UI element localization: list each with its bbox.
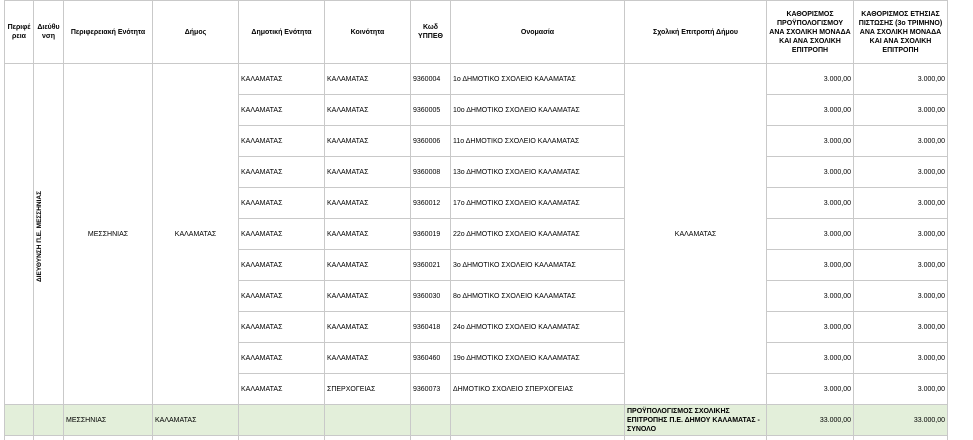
credit-cell: 3.000,00: [854, 374, 948, 405]
koinotita-cell: ΚΑΛΑΜΑΤΑΣ: [325, 281, 411, 312]
total-budget-cell: 33.000,00: [767, 405, 854, 436]
header-dieuthynsi: Διεύθυ νση: [34, 1, 64, 64]
credit-cell: 3.000,00: [854, 188, 948, 219]
total-empty-cell: [239, 405, 325, 436]
koinotita-cell: ΚΑΛΑΜΑΤΑΣ: [325, 312, 411, 343]
budget-cell: 3.000,00: [767, 64, 854, 95]
credit-cell: 3.000,00: [854, 281, 948, 312]
total-dimos-cell: ΚΑΛΑΜΑΤΑΣ: [153, 405, 239, 436]
credit-cell: 3.000,00: [854, 343, 948, 374]
dimotiki-enotita-cell: ΚΑΛΑΜΑΤΑΣ: [239, 188, 325, 219]
dimotiki-enotita-cell: ΚΑΛΑΜΑΤΑΣ: [239, 250, 325, 281]
koinotita-cell: ΚΑΛΑΜΑΤΑΣ: [325, 343, 411, 374]
school-name-cell: 22ο ΔΗΜΟΤΙΚΟ ΣΧΟΛΕΙΟ ΚΑΛΑΜΑΤΑΣ: [451, 219, 625, 250]
total-row: [5, 405, 948, 436]
school-name-cell: 8ο ΔΗΜΟΤΙΚΟ ΣΧΟΛΕΙΟ ΚΑΛΑΜΑΤΑΣ: [451, 281, 625, 312]
budget-cell: 3.000,00: [767, 343, 854, 374]
school-name-cell: 11ο ΔΗΜΟΤΙΚΟ ΣΧΟΛΕΙΟ ΚΑΛΑΜΑΤΑΣ: [451, 126, 625, 157]
budget-cell: 3.000,00: [767, 250, 854, 281]
code-cell: 9360004: [411, 64, 451, 95]
header-perifereia: Περιφέ ρεια: [5, 1, 34, 64]
next-row-partial: [5, 436, 948, 440]
budget-cell: 3.000,00: [767, 188, 854, 219]
koinotita-cell: ΚΑΛΑΜΑΤΑΣ: [325, 250, 411, 281]
header-sxoliki-epitropi: Σχολική Επιτροπή Δήμου: [625, 1, 767, 64]
credit-cell: 3.000,00: [854, 95, 948, 126]
school-name-cell: ΔΗΜΟΤΙΚΟ ΣΧΟΛΕΙΟ ΣΠΕΡΧΟΓΕΙΑΣ: [451, 374, 625, 405]
koinotita-cell: ΚΑΛΑΜΑΤΑΣ: [325, 219, 411, 250]
dimotiki-enotita-cell: ΚΑΛΑΜΑΤΑΣ: [239, 157, 325, 188]
koinotita-cell: ΚΑΛΑΜΑΤΑΣ: [325, 126, 411, 157]
table-body: [5, 64, 948, 440]
table-row: [5, 64, 948, 95]
code-cell: 9360418: [411, 312, 451, 343]
credit-cell: 3.000,00: [854, 219, 948, 250]
code-cell: 9360021: [411, 250, 451, 281]
total-label-cell: ΠΡΟΫΠΟΛΟΓΙΣΜΟΣ ΣΧΟΛΙΚΗΣ ΕΠΙΤΡΟΠΗΣ Π.Ε. ΔΗΜΟΥ ΚΑΛΑΜΑΤΑΣ - ΣΥΝΟΛΟ: [625, 405, 767, 436]
dimos-cell: ΚΑΛΑΜΑΤΑΣ: [153, 64, 239, 405]
code-cell: 9360005: [411, 95, 451, 126]
dimotiki-enotita-cell: ΚΑΛΑΜΑΤΑΣ: [239, 219, 325, 250]
budget-table: [4, 0, 948, 440]
credit-cell: 3.000,00: [854, 126, 948, 157]
header-pistosi: ΚΑΘΟΡΙΣΜΟΣ ΕΤΗΣΙΑΣ ΠΙΣΤΩΣΗΣ (3ο ΤΡΙΜΗΝΟ) ΑΝΑ ΣΧΟΛΙΚΗ ΜΟΝΑΔΑ ΚΑΙ ΑΝΑ ΣΧΟΛΙΚΗ ΕΠΙΤΡΟΠΗ: [854, 1, 948, 64]
credit-cell: 3.000,00: [854, 157, 948, 188]
budget-cell: 3.000,00: [767, 219, 854, 250]
koinotita-cell: ΚΑΛΑΜΑΤΑΣ: [325, 64, 411, 95]
header-onomasia: Ονομασία: [451, 1, 625, 64]
dimotiki-enotita-cell: ΚΑΛΑΜΑΤΑΣ: [239, 312, 325, 343]
school-name-cell: 24ο ΔΗΜΟΤΙΚΟ ΣΧΟΛΕΙΟ ΚΑΛΑΜΑΤΑΣ: [451, 312, 625, 343]
koinotita-cell: ΚΑΛΑΜΑΤΑΣ: [325, 157, 411, 188]
dimotiki-enotita-cell: ΚΑΛΑΜΑΤΑΣ: [239, 95, 325, 126]
total-empty-cell: [411, 405, 451, 436]
school-name-cell: 10ο ΔΗΜΟΤΙΚΟ ΣΧΟΛΕΙΟ ΚΑΛΑΜΑΤΑΣ: [451, 95, 625, 126]
code-cell: 9360012: [411, 188, 451, 219]
koinotita-cell: ΚΑΛΑΜΑΤΑΣ: [325, 95, 411, 126]
dimotiki-enotita-cell: ΚΑΛΑΜΑΤΑΣ: [239, 281, 325, 312]
table-header: [5, 1, 948, 64]
dieuthynsi-label: ΔΙΕΥΘΥΝΣΗ Π.Ε. ΜΕΣΣΗΝΙΑΣ: [36, 191, 43, 282]
school-name-cell: 19ο ΔΗΜΟΤΙΚΟ ΣΧΟΛΕΙΟ ΚΑΛΑΜΑΤΑΣ: [451, 343, 625, 374]
header-dimos: Δήμος: [153, 1, 239, 64]
dieuthynsi-cell: [34, 64, 64, 405]
dimotiki-enotita-cell: ΚΑΛΑΜΑΤΑΣ: [239, 126, 325, 157]
school-name-cell: 17ο ΔΗΜΟΤΙΚΟ ΣΧΟΛΕΙΟ ΚΑΛΑΜΑΤΑΣ: [451, 188, 625, 219]
school-name-cell: 1ο ΔΗΜΟΤΙΚΟ ΣΧΟΛΕΙΟ ΚΑΛΑΜΑΤΑΣ: [451, 64, 625, 95]
header-perifereiaki-enotita: Περιφερειακή Ενότητα: [64, 1, 153, 64]
budget-cell: 3.000,00: [767, 374, 854, 405]
school-name-cell: 3ο ΔΗΜΟΤΙΚΟ ΣΧΟΛΕΙΟ ΚΑΛΑΜΑΤΑΣ: [451, 250, 625, 281]
budget-cell: 3.000,00: [767, 281, 854, 312]
header-proypologismos: ΚΑΘΟΡΙΣΜΟΣ ΠΡΟΫΠΟΛΟΓΙΣΜΟΥ ΑΝΑ ΣΧΟΛΙΚΗ ΜΟΝΑΔΑ ΚΑΙ ΑΝΑ ΣΧΟΛΙΚΗ ΕΠΙΤΡΟΠΗ: [767, 1, 854, 64]
code-cell: 9360008: [411, 157, 451, 188]
dimotiki-enotita-cell: ΚΑΛΑΜΑΤΑΣ: [239, 64, 325, 95]
header-kodikos: Κωδ ΥΠΠΕΘ: [411, 1, 451, 64]
header-koinotita: Κοινότητα: [325, 1, 411, 64]
total-empty-cell: [325, 405, 411, 436]
code-cell: 9360030: [411, 281, 451, 312]
code-cell: 9360006: [411, 126, 451, 157]
perifereiaki-enotita-cell: ΜΕΣΣΗΝΙΑΣ: [64, 64, 153, 405]
total-perifereia-cell: [5, 405, 34, 436]
credit-cell: 3.000,00: [854, 250, 948, 281]
sxoliki-epitropi-cell: ΚΑΛΑΜΑΤΑΣ: [625, 64, 767, 405]
perifereia-cell: [5, 64, 34, 405]
budget-cell: 3.000,00: [767, 157, 854, 188]
credit-cell: 3.000,00: [854, 64, 948, 95]
budget-cell: 3.000,00: [767, 95, 854, 126]
total-dieuthynsi-cell: [34, 405, 64, 436]
school-name-cell: 13ο ΔΗΜΟΤΙΚΟ ΣΧΟΛΕΙΟ ΚΑΛΑΜΑΤΑΣ: [451, 157, 625, 188]
code-cell: 9360019: [411, 219, 451, 250]
koinotita-cell: ΚΑΛΑΜΑΤΑΣ: [325, 188, 411, 219]
total-credit-cell: 33.000,00: [854, 405, 948, 436]
budget-cell: 3.000,00: [767, 312, 854, 343]
budget-cell: 3.000,00: [767, 126, 854, 157]
total-empty-cell: [451, 405, 625, 436]
code-cell: 9360073: [411, 374, 451, 405]
header-dimotiki-enotita: Δημοτική Ενότητα: [239, 1, 325, 64]
credit-cell: 3.000,00: [854, 312, 948, 343]
total-perifereiaki-enotita-cell: ΜΕΣΣΗΝΙΑΣ: [64, 405, 153, 436]
dimotiki-enotita-cell: ΚΑΛΑΜΑΤΑΣ: [239, 374, 325, 405]
dimotiki-enotita-cell: ΚΑΛΑΜΑΤΑΣ: [239, 343, 325, 374]
koinotita-cell: ΣΠΕΡΧΟΓΕΙΑΣ: [325, 374, 411, 405]
code-cell: 9360460: [411, 343, 451, 374]
